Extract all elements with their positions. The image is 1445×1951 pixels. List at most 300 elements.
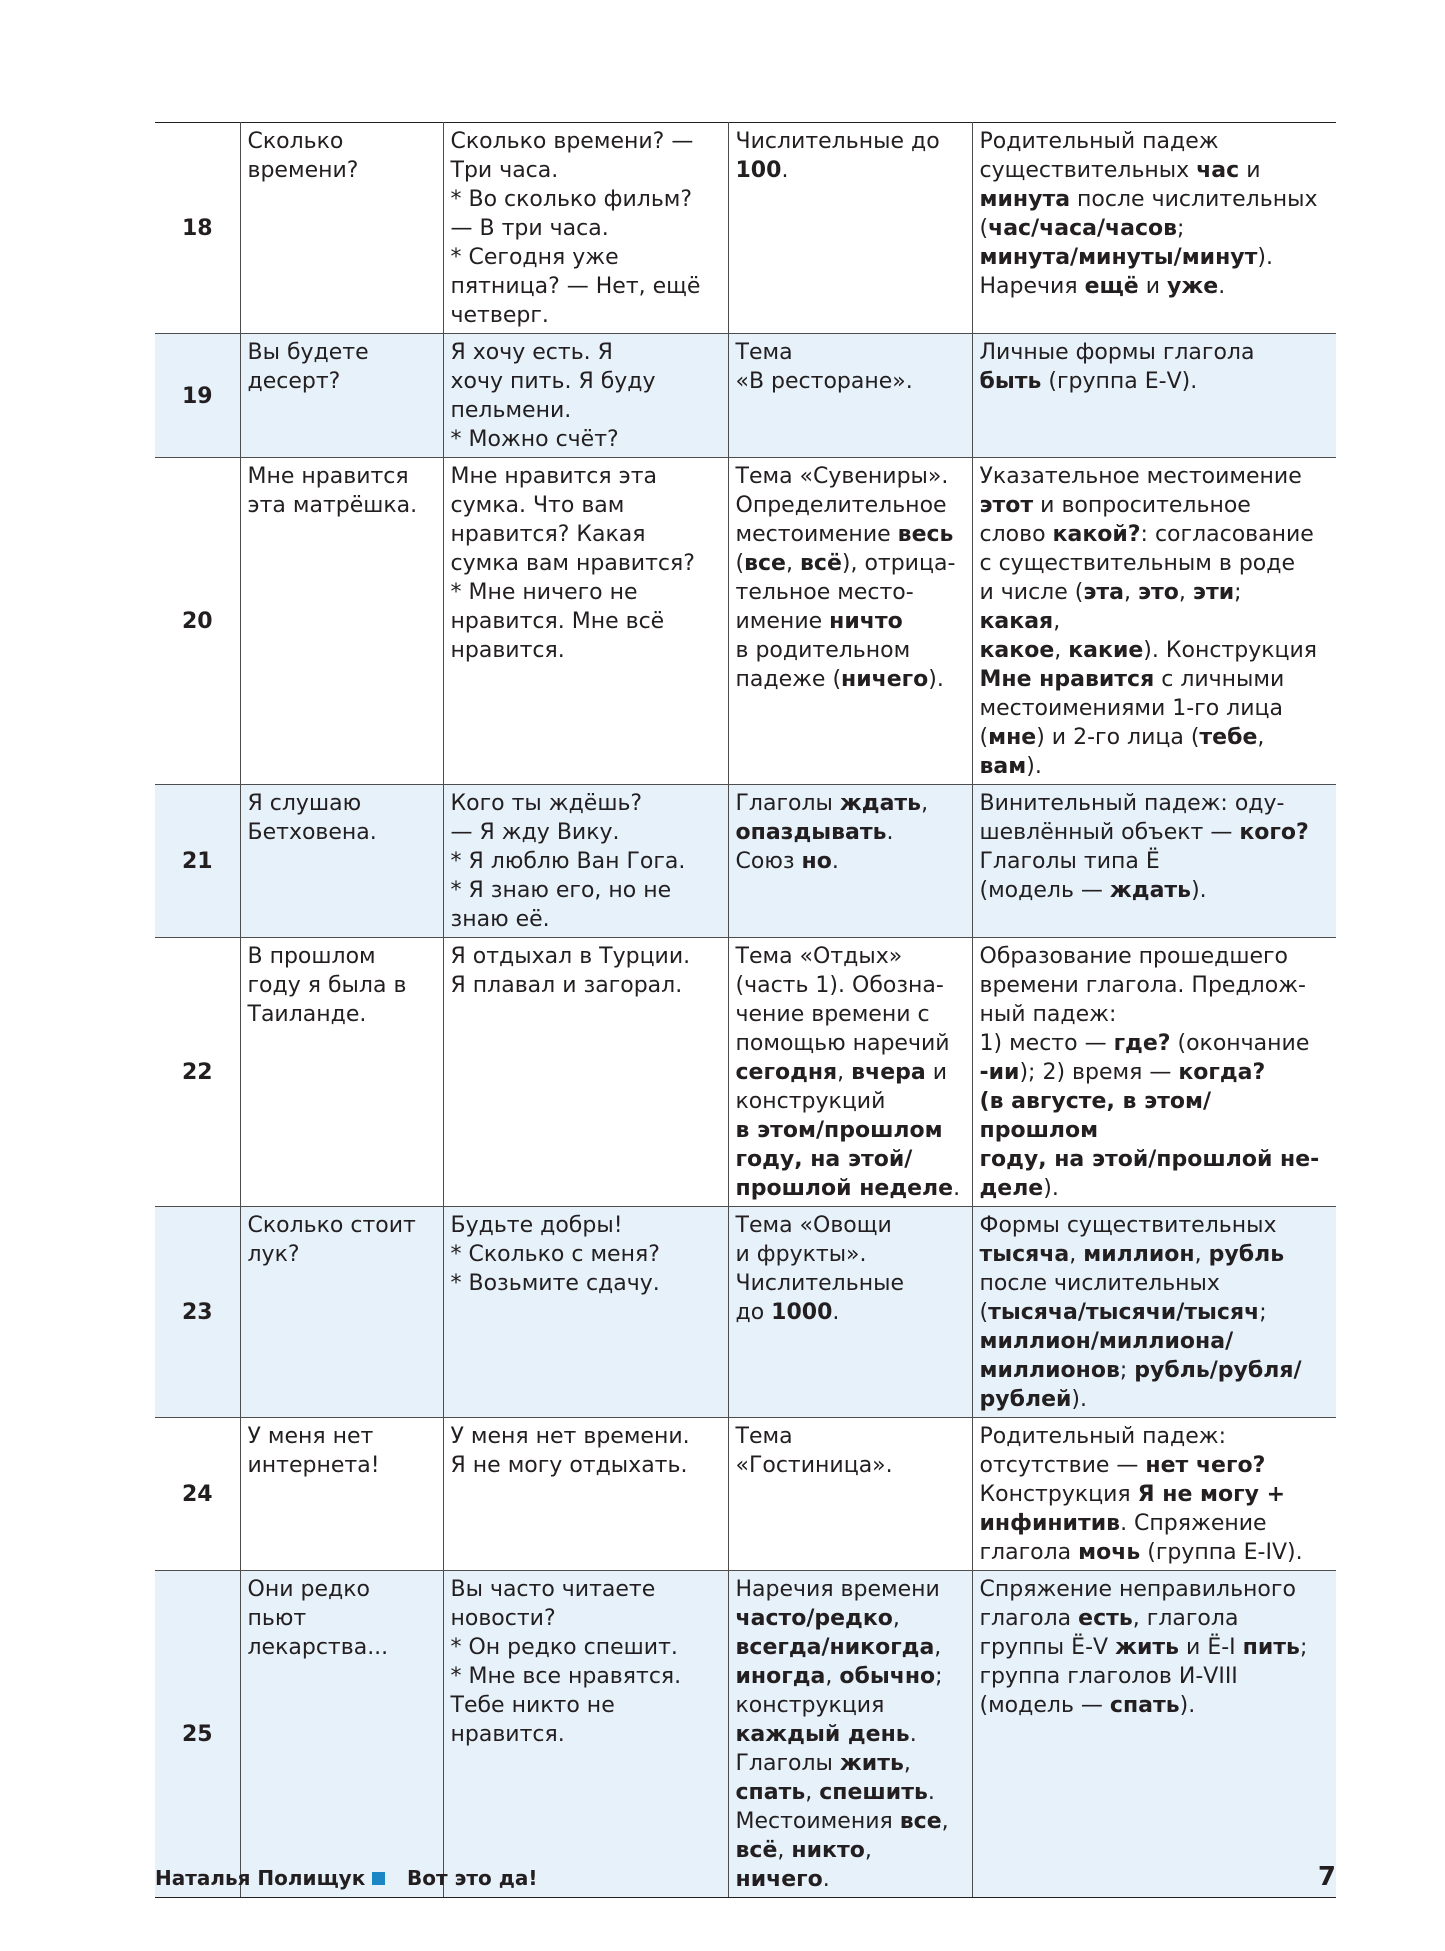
text-segment: * Возьмите сдачу. — [450, 1271, 660, 1296]
cell-line — [980, 1385, 1330, 1414]
cell-line — [736, 1145, 965, 1174]
text-segment: Местоимения — [735, 1809, 900, 1834]
cell-line — [451, 1662, 721, 1691]
bold-term: все — [899, 1809, 942, 1834]
bold-term: , — [1106, 1089, 1123, 1114]
cell-line — [980, 462, 1330, 491]
bold-term: -ии — [979, 1060, 1020, 1085]
bold-term: этот — [979, 493, 1034, 518]
text-segment: и фрукты». — [735, 1242, 867, 1267]
text-segment: . — [953, 1176, 961, 1201]
text-segment: ). — [1071, 1387, 1087, 1412]
bold-term: сегодня — [735, 1060, 838, 1085]
text-segment: : согласование — [1140, 522, 1314, 547]
cell-line — [736, 1604, 965, 1633]
cell-line — [736, 1000, 965, 1029]
text-segment: после числительных — [979, 1271, 1220, 1296]
table-row — [155, 1207, 1336, 1418]
text-segment: нравится. Мне всё — [450, 609, 665, 634]
text-segment: , — [825, 1664, 840, 1689]
cell-line — [451, 971, 721, 1000]
text-segment: ). — [1191, 878, 1207, 903]
text-segment: имение — [735, 609, 830, 634]
lesson-grammar — [972, 1418, 1336, 1571]
lesson-table — [155, 122, 1336, 1898]
bold-term: какая — [979, 609, 1054, 634]
text-segment: и — [1138, 274, 1168, 299]
cell-line — [980, 243, 1330, 272]
table-row — [155, 1571, 1336, 1898]
lesson-topic — [728, 458, 972, 785]
cell-line — [451, 185, 721, 214]
bold-term: спать — [1109, 1693, 1180, 1718]
cell-line — [736, 847, 965, 876]
text-segment: * Он редко спешит. — [450, 1635, 678, 1660]
text-segment: и Ё-I — [1179, 1635, 1243, 1660]
cell-line — [451, 462, 721, 491]
cell-line — [736, 818, 965, 847]
table-row — [155, 785, 1336, 938]
cell-line — [736, 942, 965, 971]
text-segment: В прошлом — [247, 944, 376, 969]
cell-line — [980, 1604, 1330, 1633]
cell-line — [980, 1145, 1330, 1174]
text-segment: Я слушаю — [247, 791, 362, 816]
lesson-grammar — [972, 458, 1336, 785]
cell-line — [736, 367, 965, 396]
cell-line — [980, 636, 1330, 665]
cell-line — [248, 338, 436, 367]
cell-line — [980, 214, 1330, 243]
text-segment: , — [892, 1606, 900, 1631]
text-segment: (группа Е-V). — [1041, 369, 1198, 394]
cell-line — [736, 1422, 965, 1451]
footer-square-icon — [372, 1872, 385, 1885]
cell-line — [980, 1240, 1330, 1269]
text-segment: нравится. — [450, 638, 565, 663]
text-segment: Кого ты ждёшь? — [450, 791, 643, 816]
text-segment: Образование прошедшего — [979, 944, 1289, 969]
bold-term: все — [744, 551, 786, 576]
cell-line — [736, 636, 965, 665]
cell-line — [736, 1029, 965, 1058]
bold-term: мне — [988, 725, 1037, 750]
text-segment: ), отрица- — [841, 551, 956, 576]
bold-term: где? — [1113, 1031, 1171, 1056]
text-segment: , — [1257, 725, 1265, 750]
text-segment: Определительное — [735, 493, 947, 518]
text-segment: Сколько стоит — [247, 1213, 416, 1238]
text-segment: , — [941, 1809, 949, 1834]
cell-line — [248, 818, 436, 847]
cell-line — [736, 549, 965, 578]
lesson-number: 22 — [155, 938, 240, 1207]
bold-term: в этом/прошлом — [979, 1089, 1212, 1143]
bold-term: ( — [979, 1089, 990, 1114]
text-segment: Союз — [735, 849, 802, 874]
bold-term: нет чего? — [1145, 1453, 1266, 1478]
cell-line — [451, 789, 721, 818]
cell-line — [980, 1451, 1330, 1480]
cell-line — [736, 1298, 965, 1327]
bold-term: прошлой неделе — [735, 1176, 954, 1201]
text-segment: Три часа. — [450, 158, 559, 183]
text-segment: десерт? — [247, 369, 341, 394]
text-segment: и числе ( — [979, 580, 1084, 605]
cell-line — [451, 578, 721, 607]
cell-line — [451, 847, 721, 876]
text-segment: . — [832, 1300, 840, 1325]
lesson-title — [240, 1207, 443, 1418]
cell-line — [736, 1116, 965, 1145]
cell-line — [451, 942, 721, 971]
cell-line — [736, 1058, 965, 1087]
cell-line — [980, 1174, 1330, 1203]
cell-line — [736, 1575, 965, 1604]
bold-term: есть — [1078, 1606, 1133, 1631]
cell-line — [248, 127, 436, 156]
text-segment: , — [1178, 580, 1193, 605]
cell-line — [248, 1575, 436, 1604]
table-row — [155, 123, 1336, 334]
bold-term: час — [1196, 158, 1240, 183]
text-segment: ; — [1234, 580, 1242, 605]
cell-line — [980, 1211, 1330, 1240]
bold-term: минута — [979, 187, 1071, 212]
cell-line — [248, 1211, 436, 1240]
text-segment: У меня нет времени. — [450, 1424, 690, 1449]
lesson-grammar — [972, 1207, 1336, 1418]
cell-line — [980, 876, 1330, 905]
text-segment: Родительный падеж: — [979, 1424, 1227, 1449]
lesson-topic — [728, 938, 972, 1207]
text-segment: — Я жду Вику. — [450, 820, 620, 845]
text-segment: и — [1239, 158, 1261, 183]
text-segment: Числительные до — [735, 129, 940, 154]
bold-term: когда? — [1178, 1060, 1266, 1085]
text-segment: интернета! — [247, 1453, 380, 1478]
text-segment: Мне нравится — [247, 464, 409, 489]
text-segment: в родительном — [735, 638, 911, 663]
text-segment: эта матрёшка. — [247, 493, 418, 518]
cell-line — [451, 520, 721, 549]
lesson-number: 18 — [155, 123, 240, 334]
cell-line — [736, 127, 965, 156]
cell-line — [451, 272, 721, 301]
text-segment: знаю её. — [450, 907, 550, 932]
cell-line — [248, 1422, 436, 1451]
cell-line — [451, 876, 721, 905]
text-segment: сумка. Что вам — [450, 493, 625, 518]
text-segment: ный падеж: — [979, 1002, 1117, 1027]
text-segment: . — [909, 1722, 917, 1747]
cell-line — [451, 636, 721, 665]
text-segment: , — [837, 1060, 852, 1085]
text-segment: (модель — — [979, 1693, 1110, 1718]
cell-line — [451, 338, 721, 367]
text-segment: Бетховена. — [247, 820, 377, 845]
table-row — [155, 1418, 1336, 1571]
bold-term: но — [801, 849, 832, 874]
cell-line — [980, 520, 1330, 549]
lesson-grammar — [972, 938, 1336, 1207]
text-segment: местоимениями 1-го лица — [979, 696, 1283, 721]
cell-line — [980, 665, 1330, 694]
text-segment: помощью наречий — [735, 1031, 950, 1056]
text-segment: Наречия — [979, 274, 1085, 299]
cell-line — [736, 578, 965, 607]
cell-line — [248, 156, 436, 185]
bold-term: вам — [979, 754, 1027, 779]
bold-term: спешить — [819, 1780, 928, 1805]
cell-line — [248, 367, 436, 396]
bold-term: какой? — [1052, 522, 1141, 547]
bold-term: 1000 — [771, 1300, 833, 1325]
text-segment: ( — [979, 216, 989, 241]
bold-term: рубль — [1208, 1242, 1285, 1267]
text-segment: тельное место- — [735, 580, 914, 605]
lesson-dialogue — [443, 785, 728, 938]
cell-line — [980, 491, 1330, 520]
text-segment: нравится? Какая — [450, 522, 646, 547]
lesson-title — [240, 938, 443, 1207]
lesson-grammar — [972, 123, 1336, 334]
bold-term: всё — [799, 551, 842, 576]
lesson-topic — [728, 785, 972, 938]
cell-line — [980, 367, 1330, 396]
bold-term: ничего — [735, 1867, 823, 1892]
text-segment: группа глаголов И-VIII — [979, 1664, 1238, 1689]
text-segment: Тема — [735, 340, 793, 365]
text-segment: до — [735, 1300, 772, 1325]
text-segment: пельмени. — [450, 398, 572, 423]
text-segment: Таиланде. — [247, 1002, 367, 1027]
cell-line — [451, 905, 721, 934]
cell-line — [980, 1058, 1330, 1087]
bold-term: быть — [979, 369, 1042, 394]
cell-line — [736, 1087, 965, 1116]
cell-line — [980, 694, 1330, 723]
table-row — [155, 458, 1336, 785]
text-segment: * Я люблю Ван Гога. — [450, 849, 686, 874]
cell-line — [980, 789, 1330, 818]
cell-line — [736, 789, 965, 818]
text-segment: * Сегодня уже — [450, 245, 619, 270]
text-segment: 1) место — — [979, 1031, 1114, 1056]
bold-term: Я не могу + — [1137, 1482, 1286, 1507]
bold-term: жить — [1115, 1635, 1180, 1660]
cell-line — [980, 1691, 1330, 1720]
bold-term: году, на этой/прошлой не- — [979, 1147, 1320, 1172]
bold-term: час/часа/часов — [988, 216, 1178, 241]
bold-term: мочь — [1078, 1540, 1141, 1565]
text-segment: Я не могу отдыхать. — [450, 1453, 688, 1478]
cell-line — [980, 578, 1330, 636]
cell-line — [736, 1211, 965, 1240]
cell-line — [980, 942, 1330, 971]
lesson-topic — [728, 123, 972, 334]
text-segment: * Сколько с меня? — [450, 1242, 660, 1267]
cell-line — [980, 185, 1330, 214]
text-segment: Формы существительных — [979, 1213, 1277, 1238]
text-segment: (окончание — [1170, 1031, 1310, 1056]
text-segment: Сколько — [247, 129, 344, 154]
cell-line — [248, 971, 436, 1000]
text-segment: с существительным в роде — [979, 551, 1295, 576]
text-segment: У меня нет — [247, 1424, 374, 1449]
text-segment: Родительный падеж — [979, 129, 1219, 154]
lesson-topic — [728, 1418, 972, 1571]
lesson-topic — [728, 334, 972, 458]
cell-line — [980, 127, 1330, 156]
lesson-number: 21 — [155, 785, 240, 938]
cell-line — [980, 156, 1330, 185]
text-segment: отсутствие — — [979, 1453, 1146, 1478]
bold-term: в августе — [989, 1089, 1107, 1114]
bold-term: рублей — [979, 1387, 1072, 1412]
bold-term: году, на этой/ — [735, 1147, 913, 1172]
bold-term: жить — [839, 1751, 904, 1776]
text-segment: — В три часа. — [450, 216, 609, 241]
bold-term: пить — [1242, 1635, 1300, 1660]
text-segment: пьют — [247, 1606, 307, 1631]
bold-term: обычно — [839, 1664, 936, 1689]
cell-line — [736, 1807, 965, 1836]
bold-term: уже — [1167, 274, 1219, 299]
lesson-dialogue — [443, 123, 728, 334]
bold-term: эта — [1083, 580, 1124, 605]
bold-term: инфинитив — [979, 1511, 1121, 1536]
lesson-dialogue — [443, 1571, 728, 1898]
lesson-title — [240, 1571, 443, 1898]
text-segment: Личные формы глагола — [979, 340, 1255, 365]
cell-line — [980, 272, 1330, 301]
bold-term: вчера — [851, 1060, 926, 1085]
text-segment: местоимение — [735, 522, 898, 547]
text-segment: новости? — [450, 1606, 556, 1631]
text-segment: ); 2) время — — [1019, 1060, 1179, 1085]
page-number: 7 — [1317, 1862, 1336, 1892]
bold-term: тебе — [1199, 725, 1258, 750]
cell-line — [451, 1240, 721, 1269]
bold-term: спать — [735, 1780, 806, 1805]
cell-line — [451, 1451, 721, 1480]
lesson-number: 20 — [155, 458, 240, 785]
cell-line — [248, 1604, 436, 1633]
lesson-grammar — [972, 785, 1336, 938]
cell-line — [980, 1575, 1330, 1604]
text-segment: Они редко — [247, 1577, 370, 1602]
text-segment: конструкция — [735, 1693, 885, 1718]
text-segment: ). — [928, 667, 944, 692]
cell-line — [451, 1422, 721, 1451]
bold-term: рубль/рубля/ — [1134, 1358, 1302, 1383]
text-segment: ). — [1043, 1176, 1059, 1201]
text-segment: , — [777, 1838, 792, 1863]
text-segment: . — [886, 820, 894, 845]
footer-book-title: Вот это да! — [407, 1866, 538, 1890]
bold-term: кого? — [1239, 820, 1309, 845]
bold-term: всегда/никогда — [735, 1635, 935, 1660]
text-segment: глагола — [979, 1606, 1079, 1631]
text-segment: Тема «Овощи — [735, 1213, 892, 1238]
bold-term: весь — [897, 522, 954, 547]
text-segment: Глаголы — [735, 1751, 840, 1776]
text-segment: , — [1054, 638, 1069, 663]
lesson-number: 24 — [155, 1418, 240, 1571]
bold-term: какие — [1068, 638, 1144, 663]
text-segment: ). — [1179, 1693, 1196, 1718]
cell-line — [980, 1327, 1330, 1356]
cell-line — [736, 1633, 965, 1662]
bold-term: минута/минуты/минут — [979, 245, 1258, 270]
cell-line — [248, 789, 436, 818]
text-segment: Будьте добры! — [450, 1213, 623, 1238]
lesson-title — [240, 785, 443, 938]
bold-term: Мне нравится — [979, 667, 1155, 692]
lesson-number: 19 — [155, 334, 240, 458]
cell-line — [736, 1691, 965, 1720]
cell-line — [980, 1538, 1330, 1567]
bold-term: тысяча — [979, 1242, 1070, 1267]
text-segment: «Гостиница». — [735, 1453, 893, 1478]
text-segment: , — [934, 1635, 942, 1660]
text-segment: Наречия времени — [735, 1577, 940, 1602]
text-segment: , — [805, 1780, 820, 1805]
text-segment: конструкций — [735, 1089, 886, 1114]
text-segment: году я была в — [247, 973, 407, 998]
cell-line — [980, 1662, 1330, 1691]
text-segment: Я плавал и загорал. — [450, 973, 683, 998]
page-footer — [155, 1862, 1336, 1894]
text-segment: и вопросительное — [1033, 493, 1251, 518]
bold-term: в этом/прошлом — [735, 1118, 943, 1143]
text-segment: ( — [735, 551, 745, 576]
text-segment: , — [864, 1838, 872, 1863]
text-segment: сумка вам нравится? — [450, 551, 695, 576]
cell-line — [736, 338, 965, 367]
lesson-title — [240, 458, 443, 785]
bold-term: деле — [979, 1176, 1044, 1201]
lesson-title — [240, 123, 443, 334]
cell-line — [980, 847, 1330, 876]
bold-term: ещё — [1084, 274, 1139, 299]
cell-line — [451, 367, 721, 396]
text-segment: Глаголы — [735, 791, 840, 816]
text-segment: * Можно счёт? — [450, 427, 619, 452]
text-segment: падеже ( — [735, 667, 842, 692]
text-segment: Винительный падеж: оду- — [979, 791, 1285, 816]
lesson-number: 23 — [155, 1207, 240, 1418]
cell-line — [451, 301, 721, 330]
bold-term: часто/редко — [735, 1606, 893, 1631]
bold-term: тысяча/тысячи/тысяч — [988, 1300, 1260, 1325]
cell-line — [736, 1451, 965, 1480]
lesson-title — [240, 1418, 443, 1571]
cell-line — [451, 1691, 721, 1720]
bold-term: ждать — [839, 791, 922, 816]
text-segment: Тебе никто не — [450, 1693, 615, 1718]
cell-line — [980, 1298, 1330, 1327]
bold-term: какое — [979, 638, 1055, 663]
text-segment: лекарства... — [247, 1635, 389, 1660]
cell-line — [451, 127, 721, 156]
bold-term: каждый день — [735, 1722, 910, 1747]
cell-line — [980, 338, 1330, 367]
text-segment: , глагола — [1132, 1606, 1239, 1631]
text-segment: * Я знаю его, но не — [450, 878, 672, 903]
text-segment: Тема «Отдых» — [735, 944, 903, 969]
